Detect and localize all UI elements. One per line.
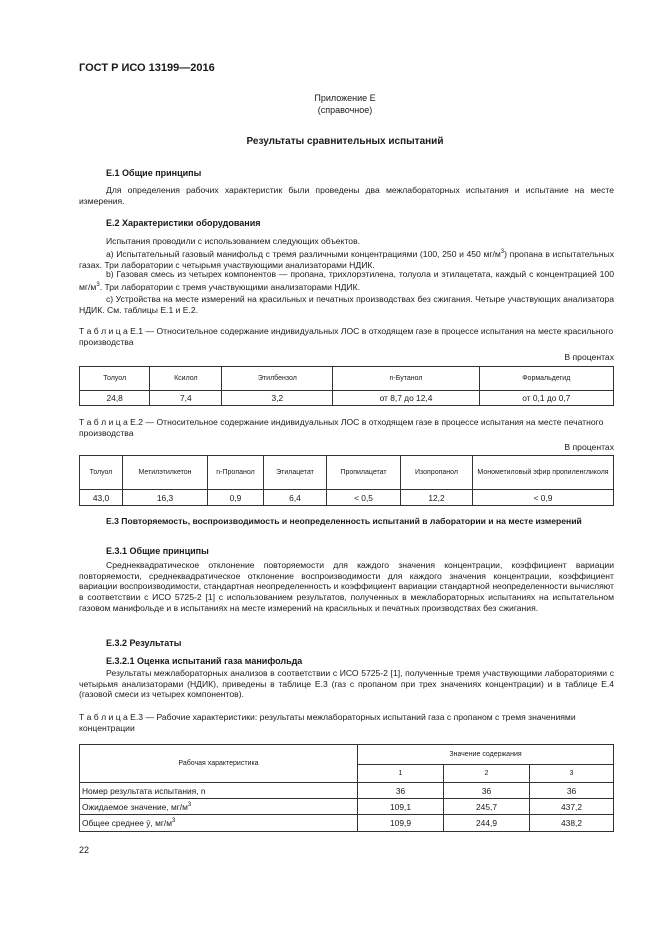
table2-header: Толуол bbox=[80, 456, 123, 490]
table1-header: n-Бутанол bbox=[333, 367, 479, 391]
appendix-heading: Результаты сравнительных испытаний bbox=[246, 136, 444, 147]
table3-row-label: Общее среднее ȳ, $мг/м^3$ bbox=[80, 815, 358, 832]
section-e1-text: Для определения рабочих характеристик были проведены два межлабораторных испытания и испытание на месте измерения. bbox=[79, 185, 614, 206]
table2-cell: 0,9 bbox=[208, 490, 264, 506]
section-e31-title: Е.3.1 Общие принципы bbox=[106, 546, 209, 556]
table3-cell: 36 bbox=[444, 783, 530, 799]
table3-level: 1 bbox=[358, 765, 444, 783]
table2-cell: 16,3 bbox=[123, 490, 208, 506]
table2-header: Этилацетат bbox=[264, 456, 327, 490]
section-e321-title: Е.3.2.1 Оценка испытаний газа манифольда bbox=[106, 656, 303, 666]
table3-row-label: Ожидаемое значение, $мг/м^3$ bbox=[80, 799, 358, 815]
table1-cell: 7,4 bbox=[150, 391, 222, 406]
appendix-title: Приложение Е bbox=[314, 93, 376, 103]
table1-header: Формальдегид bbox=[479, 367, 613, 391]
table1-cell: 3,2 bbox=[222, 391, 333, 406]
table2-cell: 6,4 bbox=[264, 490, 327, 506]
table3-row-label: Номер результата испытания, n bbox=[80, 783, 358, 799]
table3-cell: 109,9 bbox=[358, 815, 444, 832]
table3-caption: Т а б л и ц а Е.3 — Рабочие характеристики: результаты межлабораторных испытаний газа с пропаном с тремя значениями концентрации bbox=[79, 712, 576, 733]
table3-cell: 244,9 bbox=[444, 815, 530, 832]
section-e31-text: Среднеквадратическое отклонение повторяемости для каждого значения концентрации, коэффициент вариации повторяемости, среднеквадратическое отклонение воспроизводимости для каждого значения концентрации, коэффициент вариации воспроизводимости, стандартная неопределенность и коэффициент вариации стандартной неопределенности вычисляют в соответствии с ИСО 5725-2 [1] с использованием результатов, полученных в межлабораторных испытаниях на испытательном газовом манифольде и в испытаниях на месте измерений на красильных и печатных производствах без сжигания. bbox=[79, 560, 614, 613]
table2-cell: < 0,9 bbox=[473, 490, 614, 506]
section-e2-intro: Испытания проводили с использованием следующих объектов. bbox=[106, 236, 361, 246]
table3-cell: 437,2 bbox=[530, 799, 614, 815]
table2-header: Монометиловый эфир пропиленгликоля bbox=[473, 456, 614, 490]
table1 bbox=[79, 366, 614, 406]
table2 bbox=[79, 455, 614, 506]
table1-header: Этилбензол bbox=[222, 367, 333, 391]
table3-cell: 245,7 bbox=[444, 799, 530, 815]
section-e2-item-c: с) Устройства на месте измерений на красильных и печатных производствах без сжигания. Четыре участвующих анализатора НДИК. См. таблицы Е.1 и Е.2. bbox=[79, 294, 614, 315]
table3-cell: 36 bbox=[530, 783, 614, 799]
table3-cell: 109,1 bbox=[358, 799, 444, 815]
section-e32-title: Е.3.2 Результаты bbox=[106, 638, 182, 648]
section-e2-item-b: b) Газовая смесь из четырех компонентов — пропана, трихлорэтилена, толуола и этилацетата, каждый с концентрацией 100 $мг/м^3$. Три лаборатории с тремя участвующими анализаторами НДИК. bbox=[79, 269, 614, 292]
section-e3-title: Е.3 Повторяемость, воспроизводимость и неопределенность испытаний в лаборатории и на месте измерений bbox=[106, 516, 582, 526]
table3-group-header: Значение содержания bbox=[358, 745, 614, 765]
table2-caption: Т а б л и ц а Е.2 — Относительное содержание индивидуальных ЛОС в отходящем газе в процессе испытания на месте печатного производства bbox=[79, 417, 604, 438]
table2-unit: В процентах bbox=[564, 442, 614, 452]
table2-cell: < 0,5 bbox=[327, 490, 401, 506]
section-e321-text: Результаты межлабораторных анализов в соответствии с ИСО 5725-2 [1], полученные тремя участвующими лабораториями с четырьмя анализаторами (НДИК), приведены в таблице Е.3 (газ с пропаном при трех значениях концентрации) и в таблице Е.4 (газовой смеси из четырех компонентов). bbox=[79, 668, 614, 700]
appendix-subtitle: (справочное) bbox=[317, 105, 373, 115]
table2-header: Метилэтилкетон bbox=[123, 456, 208, 490]
table3-level: 2 bbox=[444, 765, 530, 783]
table1-cell: 24,8 bbox=[80, 391, 150, 406]
table2-header: Изопропанол bbox=[401, 456, 473, 490]
table3-cell: 36 bbox=[358, 783, 444, 799]
standard-number: ГОСТ Р ИСО 13199—2016 bbox=[79, 62, 215, 74]
table1-cell: от 8,7 до 12,4 bbox=[333, 391, 479, 406]
table3 bbox=[79, 744, 614, 832]
table2-cell: 12,2 bbox=[401, 490, 473, 506]
table1-header: Ксилол bbox=[150, 367, 222, 391]
table2-cell: 43,0 bbox=[80, 490, 123, 506]
page-number: 22 bbox=[79, 845, 90, 855]
table3-level: 3 bbox=[530, 765, 614, 783]
table1-cell: от 0,1 до 0,7 bbox=[479, 391, 613, 406]
table1-caption: Т а б л и ц а Е.1 — Относительное содержание индивидуальных ЛОС в отходящем газе в процессе испытания на месте красильного производства bbox=[79, 326, 614, 347]
table1-unit: В процентах bbox=[564, 352, 614, 362]
section-e2-item-a: а) Испытательный газовый манифольд с тремя различными концентрациями (100, 250 и 450 $мг/м^3$) пропана в испытательных газах. Три лаборатории с четырьмя участвующими анализаторами НДИК. bbox=[79, 248, 614, 270]
table2-header: n-Пропанол bbox=[208, 456, 264, 490]
table3-col-header: Рабочая характеристика bbox=[80, 745, 358, 783]
table1-header: Толуол bbox=[80, 367, 150, 391]
section-e2-title: Е.2 Характеристики оборудования bbox=[106, 218, 261, 228]
table3-cell: 438,2 bbox=[530, 815, 614, 832]
section-e1-title: Е.1 Общие принципы bbox=[106, 168, 202, 178]
table2-header: Пропилацетат bbox=[327, 456, 401, 490]
